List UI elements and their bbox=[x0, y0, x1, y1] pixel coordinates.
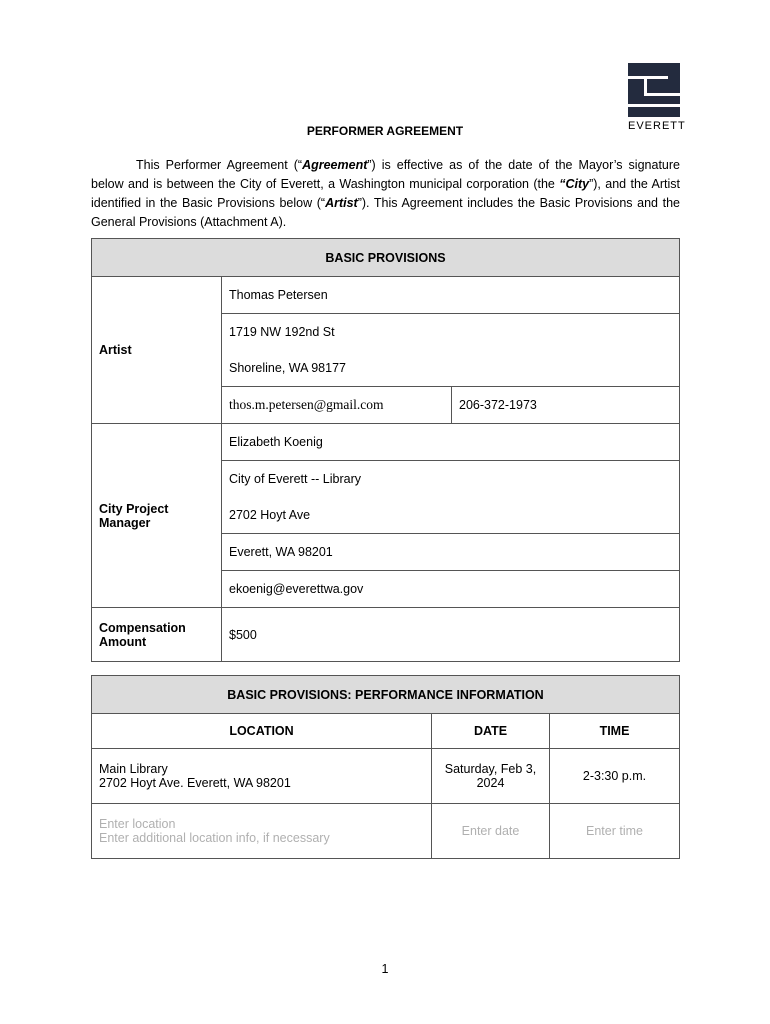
time-cell[interactable]: 2-3:30 p.m. bbox=[550, 749, 680, 804]
date-column-header: DATE bbox=[432, 714, 550, 749]
logo-text: EVERETT bbox=[628, 120, 686, 132]
intro-paragraph: This Performer Agreement (“Agreement”) is effective as of the date of the Mayor’s signature below and is between the City of Everett, a Washington municipal corporation (the “City”), and the Artist identified in the Basic Provisions below (“Artist”). This Agreement includes the Basic Provisions and the General Provisions (Attachment A). bbox=[91, 158, 680, 229]
everett-logo-mark bbox=[628, 63, 680, 117]
performance-info-table bbox=[91, 675, 680, 859]
location-input[interactable] bbox=[92, 804, 432, 859]
table-row bbox=[92, 804, 680, 859]
artist-email-field[interactable]: thos.m.petersen@gmail.com bbox=[222, 387, 452, 424]
basic-provisions-header: BASIC PROVISIONS bbox=[92, 239, 680, 277]
artist-name-field[interactable]: Thomas Petersen bbox=[222, 277, 680, 314]
basic-provisions-table bbox=[91, 238, 680, 662]
location-extra-placeholder: Enter additional location info, if necessary bbox=[99, 831, 330, 845]
time-column-header: TIME bbox=[550, 714, 680, 749]
date-cell[interactable]: Saturday, Feb 3, 2024 bbox=[432, 749, 550, 804]
everett-logo bbox=[628, 63, 686, 132]
location-cell[interactable] bbox=[92, 749, 432, 804]
location-column-header: LOCATION bbox=[92, 714, 432, 749]
pm-organization-field[interactable]: City of Everett -- Library bbox=[222, 461, 680, 498]
artist-phone-field[interactable]: 206-372-1973 bbox=[452, 387, 680, 424]
pm-name-field[interactable]: Elizabeth Koenig bbox=[222, 424, 680, 461]
location-line1: Main Library bbox=[99, 762, 168, 776]
page-title: PERFORMER AGREEMENT bbox=[306, 124, 464, 138]
performance-info-header: BASIC PROVISIONS: PERFORMANCE INFORMATION bbox=[92, 676, 680, 714]
table-row bbox=[92, 749, 680, 804]
project-manager-label: City Project Manager bbox=[92, 424, 222, 608]
pm-address-line2-field[interactable]: Everett, WA 98201 bbox=[222, 534, 680, 571]
compensation-label: Compensation Amount bbox=[92, 608, 222, 662]
pm-email-field[interactable]: ekoenig@everettwa.gov bbox=[222, 571, 680, 608]
time-input[interactable]: Enter time bbox=[550, 804, 680, 859]
location-placeholder: Enter location bbox=[99, 817, 176, 831]
compensation-amount-field[interactable]: $500 bbox=[222, 608, 680, 662]
artist-address-line2-field[interactable]: Shoreline, WA 98177 bbox=[222, 350, 680, 387]
page-number: 1 bbox=[381, 962, 389, 976]
pm-address-line1-field[interactable]: 2702 Hoyt Ave bbox=[222, 497, 680, 534]
artist-label: Artist bbox=[92, 277, 222, 424]
location-line2: 2702 Hoyt Ave. Everett, WA 98201 bbox=[99, 776, 291, 790]
artist-address-line1-field[interactable]: 1719 NW 192nd St bbox=[222, 314, 680, 351]
date-input[interactable]: Enter date bbox=[432, 804, 550, 859]
